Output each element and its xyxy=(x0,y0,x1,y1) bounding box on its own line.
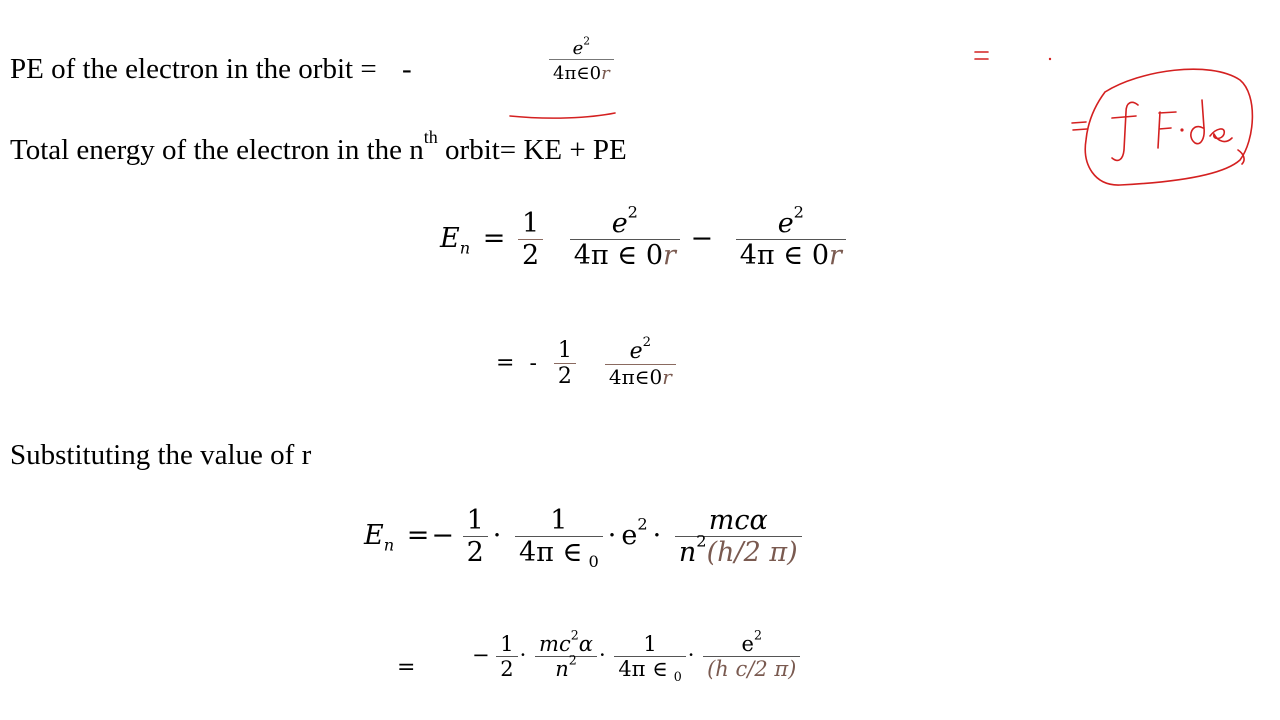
eq4-dot-1: · xyxy=(519,643,527,667)
eq3-dot-3: · xyxy=(652,520,662,551)
eq3-v-den-exp: 2 xyxy=(696,531,707,551)
integral-dash xyxy=(1112,116,1136,118)
eq3-k-den: 4π ∈ xyxy=(518,537,583,568)
eq2-equals: = xyxy=(496,350,515,376)
eq2-f-den: 4π∈0 xyxy=(608,364,663,389)
eq4-k-den: 4π ∈ xyxy=(618,657,668,681)
subst-text: Substituting the value of r xyxy=(10,439,312,471)
eq1-f2-num: e xyxy=(777,208,794,239)
eq1-f2-r: r xyxy=(829,240,842,271)
eq3-v-num: mcα xyxy=(675,505,802,537)
eq4-a-num-mc: mc xyxy=(539,632,571,656)
pe-num-exp: 2 xyxy=(583,34,591,48)
eq1-lhs-sub: n xyxy=(459,238,471,258)
eq1-half-num: 1 xyxy=(518,208,543,240)
eq3-v-den-n: n xyxy=(678,537,697,568)
pe-underline-stroke xyxy=(510,113,615,118)
eq3-lhs: E xyxy=(364,520,384,551)
eq3-half-num: 1 xyxy=(463,505,488,537)
eq1-lhs: E xyxy=(440,223,460,254)
eq2-f-r: r xyxy=(662,364,672,389)
eq3-lhs-sub: n xyxy=(383,535,395,555)
letter-f xyxy=(1158,112,1176,148)
eq4-k-num: 1 xyxy=(614,632,685,657)
eq4-e-den: (h c/2 π) xyxy=(707,657,797,681)
total-sup: th xyxy=(423,126,438,147)
eq4-half-num: 1 xyxy=(496,632,517,657)
eq3-e: e xyxy=(621,520,638,551)
pe-den: 4π∈0 xyxy=(553,63,602,84)
eq4-equals: = xyxy=(397,655,416,680)
integral-stroke xyxy=(1112,102,1138,160)
total-text-b: orbit= KE + PE xyxy=(437,134,627,166)
eq3-equals: = xyxy=(406,520,430,551)
eq4-minus: − xyxy=(472,643,490,667)
ink-dot-product xyxy=(1180,128,1183,131)
eq4-a-den: n xyxy=(555,657,569,681)
eq4-dot-3: · xyxy=(687,643,695,667)
eq4-e-exp: 2 xyxy=(753,627,762,643)
eq1-equals: = xyxy=(482,223,506,254)
pe-den-r: r xyxy=(601,63,610,84)
letter-d xyxy=(1191,100,1204,144)
pe-label-text: PE of the electron in the orbit = xyxy=(10,53,377,85)
eq1-f1-r: r xyxy=(663,240,676,271)
eq4-half-den: 2 xyxy=(500,657,514,681)
eq3-minus: − xyxy=(431,520,454,551)
equals-mark-top xyxy=(975,52,988,59)
total-text-a: Total energy of the electron in the n xyxy=(10,134,424,166)
eq2-f-num: e xyxy=(629,338,643,364)
eq3-half-den: 2 xyxy=(466,537,484,568)
eq1-f2-den: 4π ∈ 0 xyxy=(739,240,830,271)
pe-num: e xyxy=(572,38,584,59)
eq1-minus: − xyxy=(690,223,714,254)
eq3-dot-1: · xyxy=(492,520,502,551)
equals-mark-circle xyxy=(1072,122,1087,130)
eq1-f2-exp: 2 xyxy=(793,202,804,222)
eq4-a-den-exp: 2 xyxy=(568,652,577,668)
eq1-f1-exp: 2 xyxy=(627,202,638,222)
eq4-e-num: e xyxy=(741,632,754,656)
eq1-f1-den: 4π ∈ 0 xyxy=(573,240,664,271)
eq3-k-sub: 0 xyxy=(588,552,599,572)
eq3-dot-2: · xyxy=(607,520,617,551)
eq3-e-exp: 2 xyxy=(637,514,648,534)
eq2-half-num: 1 xyxy=(554,338,576,364)
enclosing-circle xyxy=(1085,69,1252,185)
pe-minus: - xyxy=(401,53,412,85)
eq4-a-num-exp: 2 xyxy=(570,627,579,643)
eq1-half-den: 2 xyxy=(521,240,540,271)
eq2-f-exp: 2 xyxy=(642,334,652,350)
eq2-half-den: 2 xyxy=(557,364,572,389)
eq3-k-num: 1 xyxy=(515,505,603,537)
ink-dot xyxy=(1049,58,1051,60)
eq4-k-sub: 0 xyxy=(673,669,682,685)
eq4-a-num-alpha: α xyxy=(578,632,593,656)
eq2-minus: - xyxy=(529,350,537,376)
eq3-v-den-h: (h/2 π) xyxy=(706,537,798,568)
eq4-dot-2: · xyxy=(598,643,606,667)
letter-r xyxy=(1210,129,1232,142)
eq1-f1-num: e xyxy=(611,208,628,239)
